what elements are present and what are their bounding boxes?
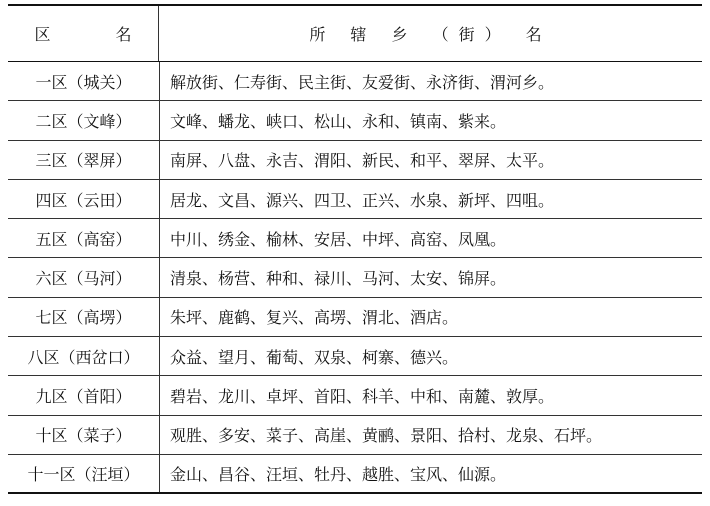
table-row bbox=[8, 258, 702, 297]
towns-cell: 解放街、仁寿街、民主街、友爱街、永济街、渭河乡。 bbox=[170, 72, 555, 92]
district-cell: 七区（高塄） bbox=[8, 298, 160, 336]
towns-cell: 观胜、多安、菜子、高崖、黄鹂、景阳、拾村、龙泉、石坪。 bbox=[170, 426, 603, 446]
towns-cell: 清泉、杨营、种和、禄川、马河、太安、锦屏。 bbox=[170, 269, 507, 289]
district-cell: 四区（云田） bbox=[8, 180, 160, 218]
district-cell: 八区（西岔口） bbox=[8, 337, 160, 375]
table-row bbox=[8, 416, 702, 455]
header-district-name: 区 名 bbox=[8, 6, 159, 61]
towns-cell: 居龙、文昌、源兴、四卫、正兴、水泉、新坪、四咀。 bbox=[170, 190, 555, 210]
district-cell: 三区（翠屏） bbox=[8, 141, 160, 179]
district-cell: 五区（高窑） bbox=[8, 219, 160, 257]
table-row bbox=[8, 376, 702, 415]
towns-cell: 金山、昌谷、汪垣、牡丹、越胜、宝风、仙源。 bbox=[170, 465, 507, 485]
table-row bbox=[8, 455, 702, 494]
district-cell: 十区（菜子） bbox=[8, 416, 160, 454]
towns-cell: 碧岩、龙川、卓坪、首阳、科羊、中和、南麓、敦厚。 bbox=[170, 387, 555, 407]
table-row bbox=[8, 298, 702, 337]
table-row bbox=[8, 62, 702, 101]
table-row bbox=[8, 141, 702, 180]
towns-cell: 文峰、蟠龙、峡口、松山、永和、镇南、紫来。 bbox=[170, 111, 507, 131]
district-cell: 十一区（汪垣） bbox=[8, 455, 160, 492]
district-table bbox=[8, 4, 702, 494]
towns-cell: 朱坪、鹿鹤、复兴、高塄、渭北、酒店。 bbox=[170, 308, 459, 328]
towns-cell: 南屏、八盘、永吉、渭阳、新民、和平、翠屏、太平。 bbox=[170, 151, 555, 171]
header-towns: 所 辖 乡 （街） 名 bbox=[309, 25, 552, 44]
table-row bbox=[8, 337, 702, 376]
towns-cell: 中川、绣金、榆林、安居、中坪、高窑、凤凰。 bbox=[170, 229, 507, 249]
district-cell: 二区（文峰） bbox=[8, 101, 160, 139]
district-cell: 九区（首阳） bbox=[8, 376, 160, 414]
table-row bbox=[8, 180, 702, 219]
table-row bbox=[8, 219, 702, 258]
towns-cell: 众益、望月、葡萄、双泉、柯寨、德兴。 bbox=[170, 347, 459, 367]
district-cell: 一区（城关） bbox=[8, 62, 160, 100]
table-row bbox=[8, 101, 702, 140]
table-header-row bbox=[8, 4, 702, 62]
district-cell: 六区（马河） bbox=[8, 258, 160, 296]
